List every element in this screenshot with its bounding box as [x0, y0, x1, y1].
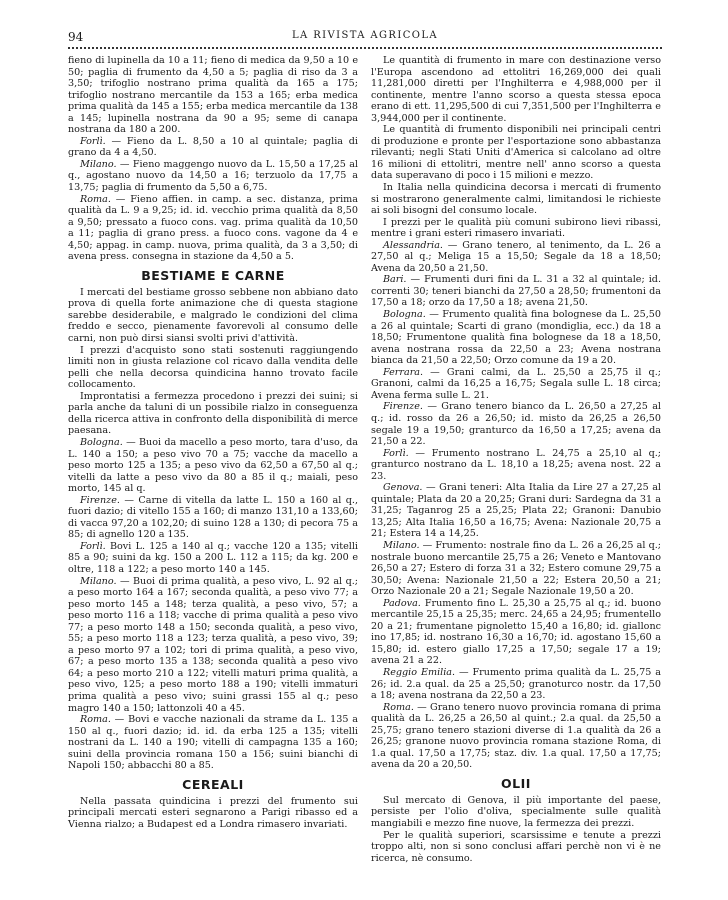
- market-entry-firenze-cereali: [371, 401, 661, 447]
- right-column: [371, 55, 661, 864]
- market-entry-forli-cereali: [371, 448, 661, 483]
- paragraph: Improntatisi a fermezza procedono i prezzi dei suini; si parla anche da taluni di un possibile rialzo in conseguenza della ricerca attiva in confronto della disponibilità di merce paesana.: [68, 390, 358, 437]
- entry-text: Bovi L. 125 a 140 al q.; vacche 120 a 135; vitelli 85 a 90; suini da kg. 150 a 200 L. 112 a 115; da kg. 200 e oltre, 118 a 122; a peso morto 140 a 145.: [68, 540, 358, 575]
- entry-text: — Frumento nostrano L. 24,75 a 25,10 al q.; granturco nostrano da L. 18,10 a 18,25; avena nost. 22 a 23.: [371, 447, 661, 482]
- market-entry-milano-fieno: [68, 159, 358, 194]
- place-name: Roma.: [383, 701, 414, 713]
- entry-text: — Buoi da macello a peso morto, tara d'uso, da L. 140 a 150; a peso vivo 70 a 75; vacche da macello a peso morto 125 a 135; a peso vivo da 62,50 a 67,50 al q.; vitelli da latte a peso vivo da 80 a 85 il q.; maiali, peso morto, 145 al q.: [68, 436, 358, 495]
- entry-text: — Grano tenero bianco da L. 26,50 a 27,25 al q.; id. rosso da 26 a 26,50; id. misto da 26,25 a 26,50 segale 19 a 19,50; granturco da 16,50 a 17,25; avena da 21,50 a 22.: [371, 401, 661, 448]
- paragraph: Le quantità di frumento in mare con destinazione verso l'Europa ascendono ad ettolitri 16,269,000 dei quali 11,281,000 diretti per l'Inghilterra e 4,988,000 per il continente, mentre l'anno scorso a questa stessa epoca erano di ett. 11,295,500 di cui 7,351,500 per l'Inghilterra e 3,944,000 per il continente.: [371, 55, 661, 124]
- paragraph: I prezzi d'acquisto sono stati sostenuti raggiungendo limiti non in giusta relazione col ricavo dalla vendita delle pelli che nella decorsa quindicina hanno trovato facile collocamento.: [68, 344, 358, 391]
- place-name: Firenze.: [383, 401, 423, 413]
- paragraph: Nella passata quindicina i prezzi del frumento sui principali mercati esteri segnarono a Parigi ribasso ed a Vienna rialzo; a Budapest ed a Londra rimasero invariati.: [68, 795, 358, 830]
- market-entry-firenze-bestiame: [68, 495, 358, 541]
- market-entry-milano-cereali: [371, 540, 661, 598]
- place-name: Padova.: [383, 597, 421, 609]
- entry-text: — Carne di vitella da latte L. 150 a 160 al q., fuori dazio; di vitello 155 a 160; di manzo 131,10 a 133,60; di vacca 97,20 a 102,20; di suino 128 a 130; di pecora 75 a 85; di agnello 120 a 135.: [68, 494, 358, 541]
- market-entry-forli-bestiame: [68, 541, 358, 576]
- entry-text: — Fieno da L. 8,50 a 10 al quintale; paglia di grano da 4 a 4,50.: [68, 135, 358, 159]
- market-entry-bari: [371, 274, 661, 309]
- place-name: Reggio Emilia.: [383, 666, 456, 678]
- entry-text: — Bovi e vacche nazionali da strame da L. 135 a 150 al q., fuori dazio; id. id. da erba 125 a 135; vitelli nostrani da L. 140 a 190; vitelli di campagna 135 a 160; suini della provincia romana 150 a 156; suini bianchi di Napoli 150; abbacchi 80 a 85.: [68, 714, 358, 772]
- running-title: LA RIVISTA AGRICOLA: [291, 30, 439, 41]
- entry-text: — Fieno maggengo nuovo da L. 15,50 a 17,25 al q., agostano nuovo da 14,50 a 16; terzuolo da 17,75 a 13,75; paglia di frumento da 5,50 a 6,75.: [68, 158, 358, 194]
- market-entry-alessandria: [371, 240, 661, 275]
- entry-text: — Frumenti duri fini da L. 31 a 32 al quintale; id. correnti 30; teneri bianchi da 27,50 a 28,50; frumentoni da 17,50 a 18; orzo da 17,50 a 18; avena 21,50.: [371, 274, 661, 309]
- section-heading-olii: OLII: [501, 775, 531, 791]
- market-entry-genova: [371, 482, 661, 540]
- place-name: Alessandria.: [383, 239, 443, 251]
- place-name: Ferrara.: [383, 366, 424, 378]
- section-heading-cereali: CEREALI: [182, 776, 244, 792]
- market-entry-milano-bestiame: [68, 576, 358, 715]
- entry-text: — Grano tenero nuovo provincia romana di prima qualità da L. 26,25 a 26,50 al quint.; 2.a qual. da 25,50 a 25,75; grano tenero stazioni diverse di 1.a qualità da 26 a 26,25; granone nuovo provincia romana stazione Roma, di 1.a qual. 17,50 a 17,75; staz. div. 1.a qual. 17,50 a 17,75; avena da 20 a 20,50.: [371, 701, 661, 771]
- entry-text: — Frumento qualità fina bolognese da L. 25,50 a 26 al quintale; Scarti di grano (mondiglia, ecc.) da 18 a 18,50; Frumentone qualità fina bolognese da 18 a 18,50, avena nostrana rossa da 22,50 a 23; Avena nostrana bianca da 21,50 a 22,50; Orzo comune da 19 a 20.: [371, 309, 661, 367]
- market-entry-roma-bestiame: [68, 714, 358, 772]
- entry-text: — Frumento prima qualità da L. 25,75 a 26; id. 2.a qual. da 25 a 25,50; granoturco nostr. da 17,50 a 18; avena nostrana da 22,50 a 23.: [371, 666, 661, 702]
- paragraph: I mercati del bestiame grosso sebbene non abbiano dato prova di quella forte animazione che di questa stagione sarebbe desiderabile, e malgrado le condizioni del clima freddo e secco, pienamente favorevoli al consumo delle carni, non può dirsi siansi svolti privi d'attività.: [68, 286, 358, 345]
- left-column: [68, 55, 358, 830]
- market-entry-reggio-emilia: [371, 667, 661, 702]
- paragraph: Sul mercato di Genova, il più importante del paese, persiste per l'olio d'oliva, specialmente sulle qualità mangiabili e mezzo fine nuove, la fermezza dei prezzi.: [371, 794, 661, 829]
- place-name: Roma.: [80, 714, 111, 726]
- market-entry-bologna-bestiame: [68, 437, 358, 495]
- paragraph: Le quantità di frumento disponibili nei principali centri di produzione e pronte per l'esportazione sono abbastanza rilevanti; negli Stati Uniti d'America si calcolano ad oltre 16 milioni di ettolitri, mentre nell' anno scorso a questa data superavano di poco i 15 milioni e mezzo.: [371, 124, 661, 182]
- place-name: Genova.: [383, 482, 423, 494]
- place-name: Firenze.: [80, 494, 120, 506]
- place-name: Forlì.: [80, 135, 106, 147]
- header-rule: [68, 47, 662, 49]
- entry-text: — Buoi di prima qualità, a peso vivo, L. 92 al q.; a peso morto 164 a 167; seconda qualità, a peso vivo 77; a peso morto 145 a 148; terza qualità, a peso vivo, 57; a peso morto 116 a 118; vacche di prima qualità a peso vivo 77; a peso morto 148 a 150; seconda qualità, a peso vivo, 55; a peso morto 118 a 123; terza qualità, a peso vivo, 39; a peso morto 97 a 102; tori di prima qualità, a peso vivo, 67; a peso morto 135 a 138; seconda qualità a peso vivo 64; a peso morto 210 a 122; vitelli maturi prima qualità, a peso vivo, 125; a peso morto 188 a 190; vitelli immaturi prima qualità a peso vivo; suini grassi 155 al q.; peso magro 140 a 150; lattonzoli 40 a 45.: [68, 575, 358, 714]
- entry-text: — Grano tenero, al tenimento, da L. 26 a 27,50 al q.; Meliga 15 a 15,50; Segale da 18 a 18,50; Avena da 20,50 a 21,50.: [371, 239, 661, 274]
- market-entry-padova: [371, 598, 661, 667]
- place-name: Forlì.: [383, 447, 409, 459]
- page-number: 94: [68, 30, 84, 44]
- entry-text: — Grani calmi, da L. 25,50 a 25,75 il q.; Granoni, calmi da 16,25 a 16,75; Segala sulle L. 18 circa; Avena ferma sulle L. 21.: [371, 366, 661, 401]
- place-name: Milano.: [80, 158, 117, 170]
- paragraph: Per le qualità superiori, scarsissime e tenute a prezzi troppo alti, non si sono conclusi affari perchè non vi è ne ricerca, nè consumo.: [371, 829, 661, 864]
- place-name: Bari.: [383, 274, 407, 286]
- market-entry-ferrara: [371, 367, 661, 402]
- place-name: Bologna.: [80, 436, 123, 448]
- page-header: [68, 30, 662, 48]
- paragraph: I prezzi per le qualità più comuni subirono lievi ribassi, mentre i grani esteri rimasero invariati.: [371, 216, 661, 240]
- place-name: Forlì.: [80, 540, 106, 552]
- place-name: Bologna.: [383, 309, 426, 321]
- entry-text: — Grani teneri: Alta Italia da Lire 27 a 27,25 al quintale; Plata da 20 a 20,25; Grani duri: Sardegna da 31 a 31,25; Taganrog 25 a 25,25; Plata 22; Granoni: Danubio 13,25; Alta Italia 16,50 a 16,75; Avena: Nazionale 20,75 a 21; Estera 14 a 14,25.: [371, 482, 661, 540]
- entry-text: Frumento fino L. 25,30 a 25,75 al q.; id. buono mercantile 25,15 a 25,35; merc. 24,65 a 24,95; frumentello 20 a 21; frumentane pignoletto 15,40 a 16,80; id. giallonc ino 17,85; id. nostrano 16,30 a 16,70; id. agostano 15,60 a 15,80; id. estero giallo 17,25 a 17,50; segale 17 a 19; avena 21 a 22.: [371, 597, 661, 667]
- market-entry-roma-fieno: [68, 194, 358, 263]
- place-name: Roma.: [80, 193, 111, 205]
- market-entry-bologna-cereali: [371, 309, 661, 367]
- market-entry-roma-cereali: [371, 702, 661, 771]
- section-heading-bestiame: BESTIAME E CARNE: [141, 267, 285, 283]
- paragraph: In Italia nella quindicina decorsa i mercati di frumento si mostrarono generalmente calmi, limitandosi le richieste ai soli bisogni del consumo locale.: [371, 182, 661, 217]
- entry-text: — Frumento: nostrale fino da L. 26 a 26,25 al q.; nostrale buono mercantile 25,75 a 26; Veneto e Mantovano 26,50 a 27; Estero di forza 31 a 32; Estero comune 29,75 a 30,50; Avena: Nazionale 21,50 a 22; Estera 20,50 a 21; Orzo Nazionale 20 a 21; Segale Nazionale 19,50 a 20.: [371, 539, 661, 598]
- place-name: Milano.: [80, 575, 117, 587]
- entry-text: — Fieno affien. in camp. a sec. distanza, prima qualità da L. 9 a 9,25; id. id. vecchio prima qualità da 8,50 a 9,50; pressato a fuoco cons. vag. prima qualità da 10,50 a 11; paglia di grano press. a fuoco cons. vagone da 4 e 4,50; appag. in camp. nuova, prima qualità, da 3 a 3,50; di avena press. consegna in stazione da 4,50 a 5.: [68, 193, 358, 263]
- place-name: Milano.: [383, 539, 420, 551]
- paragraph-continued: fieno di lupinella da 10 a 11; fieno di medica da 9,50 a 10 e 50; paglia di frumento da 4,50 a 5; paglia di riso da 3 a 3,50; trifoglio nostrano prima qualità da 165 a 175; trifoglio nostrano mercantile da 153 a 165; erba medica prima qualità da 145 a 155; erba medica mercantile da 138 a 145; lupinella nostrana da 90 a 95; seme di canapa nostrana da 180 a 200.: [68, 55, 358, 136]
- market-entry-forli-fieno: [68, 136, 358, 159]
